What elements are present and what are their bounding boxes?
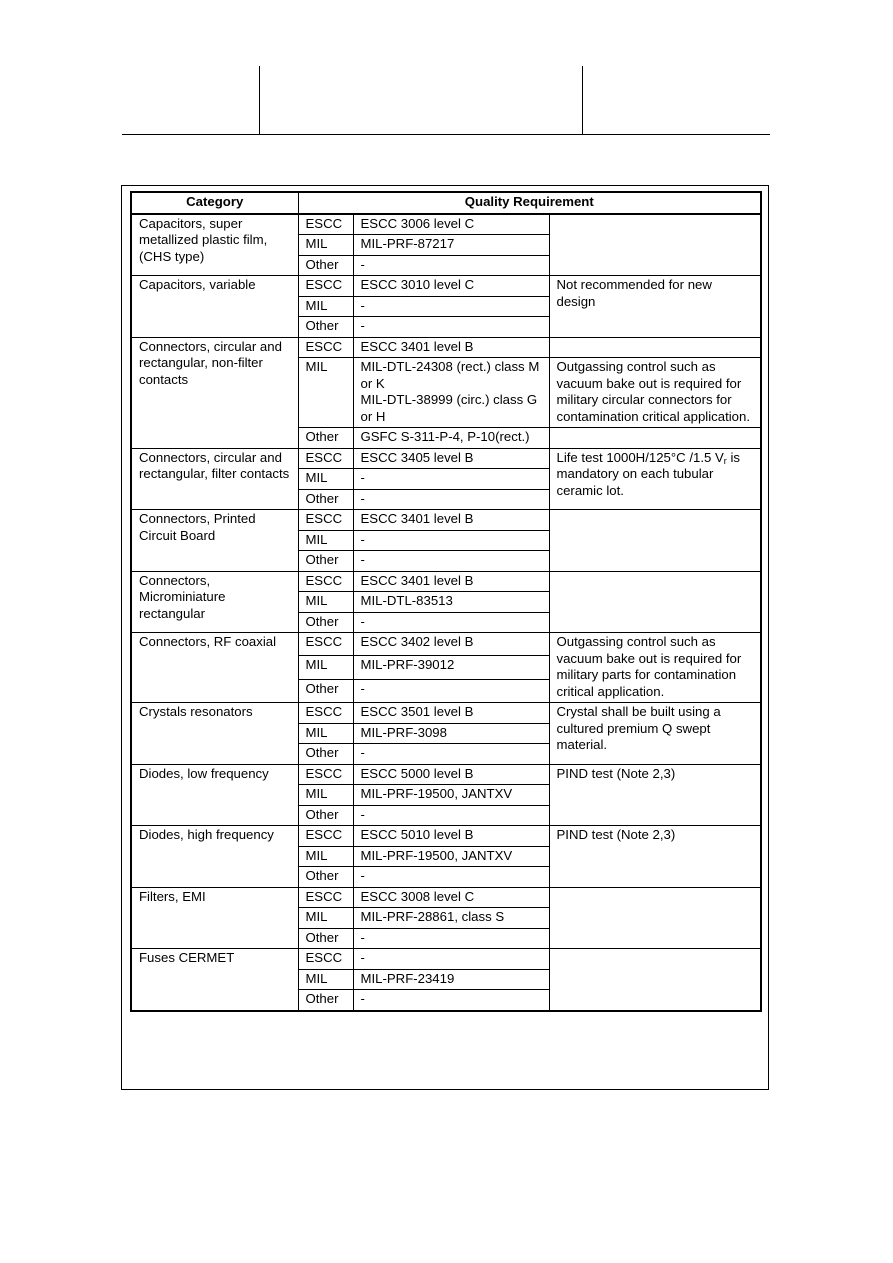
note-cell bbox=[549, 337, 761, 358]
source-cell: MIL bbox=[298, 908, 353, 929]
table-row bbox=[131, 633, 761, 656]
source-cell: Other bbox=[298, 805, 353, 826]
table-row bbox=[131, 510, 761, 531]
requirement-cell: MIL-PRF-23419 bbox=[353, 969, 549, 990]
source-cell: MIL bbox=[298, 846, 353, 867]
requirement-cell: ESCC 3402 level B bbox=[353, 633, 549, 656]
category-cell: Connectors, RF coaxial bbox=[131, 633, 298, 703]
requirement-cell: ESCC 3405 level B bbox=[353, 448, 549, 469]
table-row bbox=[131, 764, 761, 785]
table-row bbox=[131, 949, 761, 970]
requirement-cell: MIL-PRF-3098 bbox=[353, 723, 549, 744]
source-cell: ESCC bbox=[298, 764, 353, 785]
quality-requirement-table bbox=[130, 191, 762, 1012]
note-cell: Crystal shall be built using a cultured premium Q swept material. bbox=[549, 703, 761, 765]
note-cell: Outgassing control such as vacuum bake out is required for military parts for contamination critical application. bbox=[549, 633, 761, 703]
source-cell: ESCC bbox=[298, 826, 353, 847]
note-cell bbox=[549, 428, 761, 449]
source-cell: ESCC bbox=[298, 633, 353, 656]
requirement-cell: - bbox=[353, 612, 549, 633]
table-row bbox=[131, 337, 761, 358]
source-cell: MIL bbox=[298, 296, 353, 317]
table-row bbox=[131, 276, 761, 297]
source-cell: Other bbox=[298, 428, 353, 449]
category-cell: Connectors, Microminiature rectangular bbox=[131, 571, 298, 633]
source-cell: Other bbox=[298, 928, 353, 949]
requirement-cell: - bbox=[353, 255, 549, 276]
header-divider bbox=[582, 66, 583, 134]
category-cell: Diodes, low frequency bbox=[131, 764, 298, 826]
note-cell bbox=[549, 214, 761, 276]
requirement-cell: - bbox=[353, 928, 549, 949]
source-cell: Other bbox=[298, 744, 353, 765]
requirement-cell: ESCC 3401 level B bbox=[353, 571, 549, 592]
table-row bbox=[131, 571, 761, 592]
category-cell: Connectors, circular and rectangular, filter contacts bbox=[131, 448, 298, 510]
source-cell: Other bbox=[298, 867, 353, 888]
source-cell: MIL bbox=[298, 235, 353, 256]
requirement-cell: MIL-DTL-83513 bbox=[353, 592, 549, 613]
requirement-cell: ESCC 5000 level B bbox=[353, 764, 549, 785]
header-divider bbox=[259, 66, 260, 134]
source-cell: ESCC bbox=[298, 448, 353, 469]
requirement-cell: - bbox=[353, 744, 549, 765]
category-cell: Filters, EMI bbox=[131, 887, 298, 949]
requirement-cell: - bbox=[353, 296, 549, 317]
page-header bbox=[122, 66, 770, 135]
requirement-cell: ESCC 3401 level B bbox=[353, 510, 549, 531]
requirement-cell: - bbox=[353, 679, 549, 702]
requirement-cell: - bbox=[353, 867, 549, 888]
source-cell: MIL bbox=[298, 656, 353, 679]
source-cell: MIL bbox=[298, 530, 353, 551]
requirement-cell: ESCC 5010 level B bbox=[353, 826, 549, 847]
source-cell: ESCC bbox=[298, 510, 353, 531]
source-cell: ESCC bbox=[298, 337, 353, 358]
table-row bbox=[131, 887, 761, 908]
category-cell: Capacitors, variable bbox=[131, 276, 298, 338]
requirement-cell: MIL-PRF-19500, JANTXV bbox=[353, 785, 549, 806]
table-row bbox=[131, 826, 761, 847]
source-cell: MIL bbox=[298, 358, 353, 428]
requirement-cell: ESCC 3008 level C bbox=[353, 887, 549, 908]
table-row bbox=[131, 703, 761, 724]
requirement-cell: MIL-DTL-24308 (rect.) class M or K MIL-DTL-38999 (circ.) class G or H bbox=[353, 358, 549, 428]
category-cell: Connectors, Printed Circuit Board bbox=[131, 510, 298, 572]
source-cell: ESCC bbox=[298, 887, 353, 908]
category-cell: Crystals resonators bbox=[131, 703, 298, 765]
requirement-cell: - bbox=[353, 317, 549, 338]
requirement-cell: - bbox=[353, 530, 549, 551]
source-cell: MIL bbox=[298, 785, 353, 806]
requirement-cell: ESCC 3401 level B bbox=[353, 337, 549, 358]
note-cell bbox=[549, 448, 761, 510]
source-cell: Other bbox=[298, 612, 353, 633]
note-cell: Outgassing control such as vacuum bake out is required for military circular connectors for contamination critical application. bbox=[549, 358, 761, 428]
table-body bbox=[131, 214, 761, 1011]
requirement-cell: - bbox=[353, 551, 549, 572]
category-cell: Connectors, circular and rectangular, non-filter contacts bbox=[131, 337, 298, 448]
requirement-cell: ESCC 3006 level C bbox=[353, 214, 549, 235]
source-cell: ESCC bbox=[298, 276, 353, 297]
requirement-cell: MIL-PRF-87217 bbox=[353, 235, 549, 256]
source-cell: ESCC bbox=[298, 703, 353, 724]
requirement-cell: - bbox=[353, 949, 549, 970]
note-cell: PIND test (Note 2,3) bbox=[549, 764, 761, 826]
requirement-cell: - bbox=[353, 489, 549, 510]
table-row bbox=[131, 214, 761, 235]
requirement-cell: GSFC S-311-P-4, P-10(rect.) bbox=[353, 428, 549, 449]
source-cell: ESCC bbox=[298, 949, 353, 970]
note-cell bbox=[549, 949, 761, 1011]
source-cell: ESCC bbox=[298, 214, 353, 235]
source-cell: Other bbox=[298, 990, 353, 1011]
requirement-cell: MIL-PRF-39012 bbox=[353, 656, 549, 679]
source-cell: MIL bbox=[298, 723, 353, 744]
source-cell: Other bbox=[298, 317, 353, 338]
category-cell: Diodes, high frequency bbox=[131, 826, 298, 888]
table-row bbox=[131, 448, 761, 469]
source-cell: Other bbox=[298, 679, 353, 702]
note-cell: PIND test (Note 2,3) bbox=[549, 826, 761, 888]
requirement-cell: MIL-PRF-19500, JANTXV bbox=[353, 846, 549, 867]
requirement-cell: MIL-PRF-28861, class S bbox=[353, 908, 549, 929]
requirement-cell: - bbox=[353, 805, 549, 826]
source-cell: MIL bbox=[298, 969, 353, 990]
source-cell: Other bbox=[298, 255, 353, 276]
note-cell bbox=[549, 510, 761, 572]
category-header: Category bbox=[131, 192, 298, 214]
requirement-cell: ESCC 3501 level B bbox=[353, 703, 549, 724]
note-cell bbox=[549, 571, 761, 633]
note-cell bbox=[549, 887, 761, 949]
note-subscript: r bbox=[723, 455, 727, 466]
note-text: is mandatory on each tubular ceramic lot. bbox=[556, 449, 740, 498]
source-cell: MIL bbox=[298, 469, 353, 490]
source-cell: Other bbox=[298, 489, 353, 510]
quality-requirement-header: Quality Requirement bbox=[298, 192, 761, 214]
requirement-cell: - bbox=[353, 469, 549, 490]
category-cell: Fuses CERMET bbox=[131, 949, 298, 1011]
table-header-row bbox=[131, 192, 761, 214]
note-text: Life test 1000H/125°C /1.5 V bbox=[556, 449, 724, 465]
source-cell: ESCC bbox=[298, 571, 353, 592]
source-cell: Other bbox=[298, 551, 353, 572]
note-cell: Not recommended for new design bbox=[549, 276, 761, 338]
source-cell: MIL bbox=[298, 592, 353, 613]
category-cell: Capacitors, super metallized plastic film, (CHS type) bbox=[131, 214, 298, 276]
requirement-cell: - bbox=[353, 990, 549, 1011]
requirement-cell: ESCC 3010 level C bbox=[353, 276, 549, 297]
